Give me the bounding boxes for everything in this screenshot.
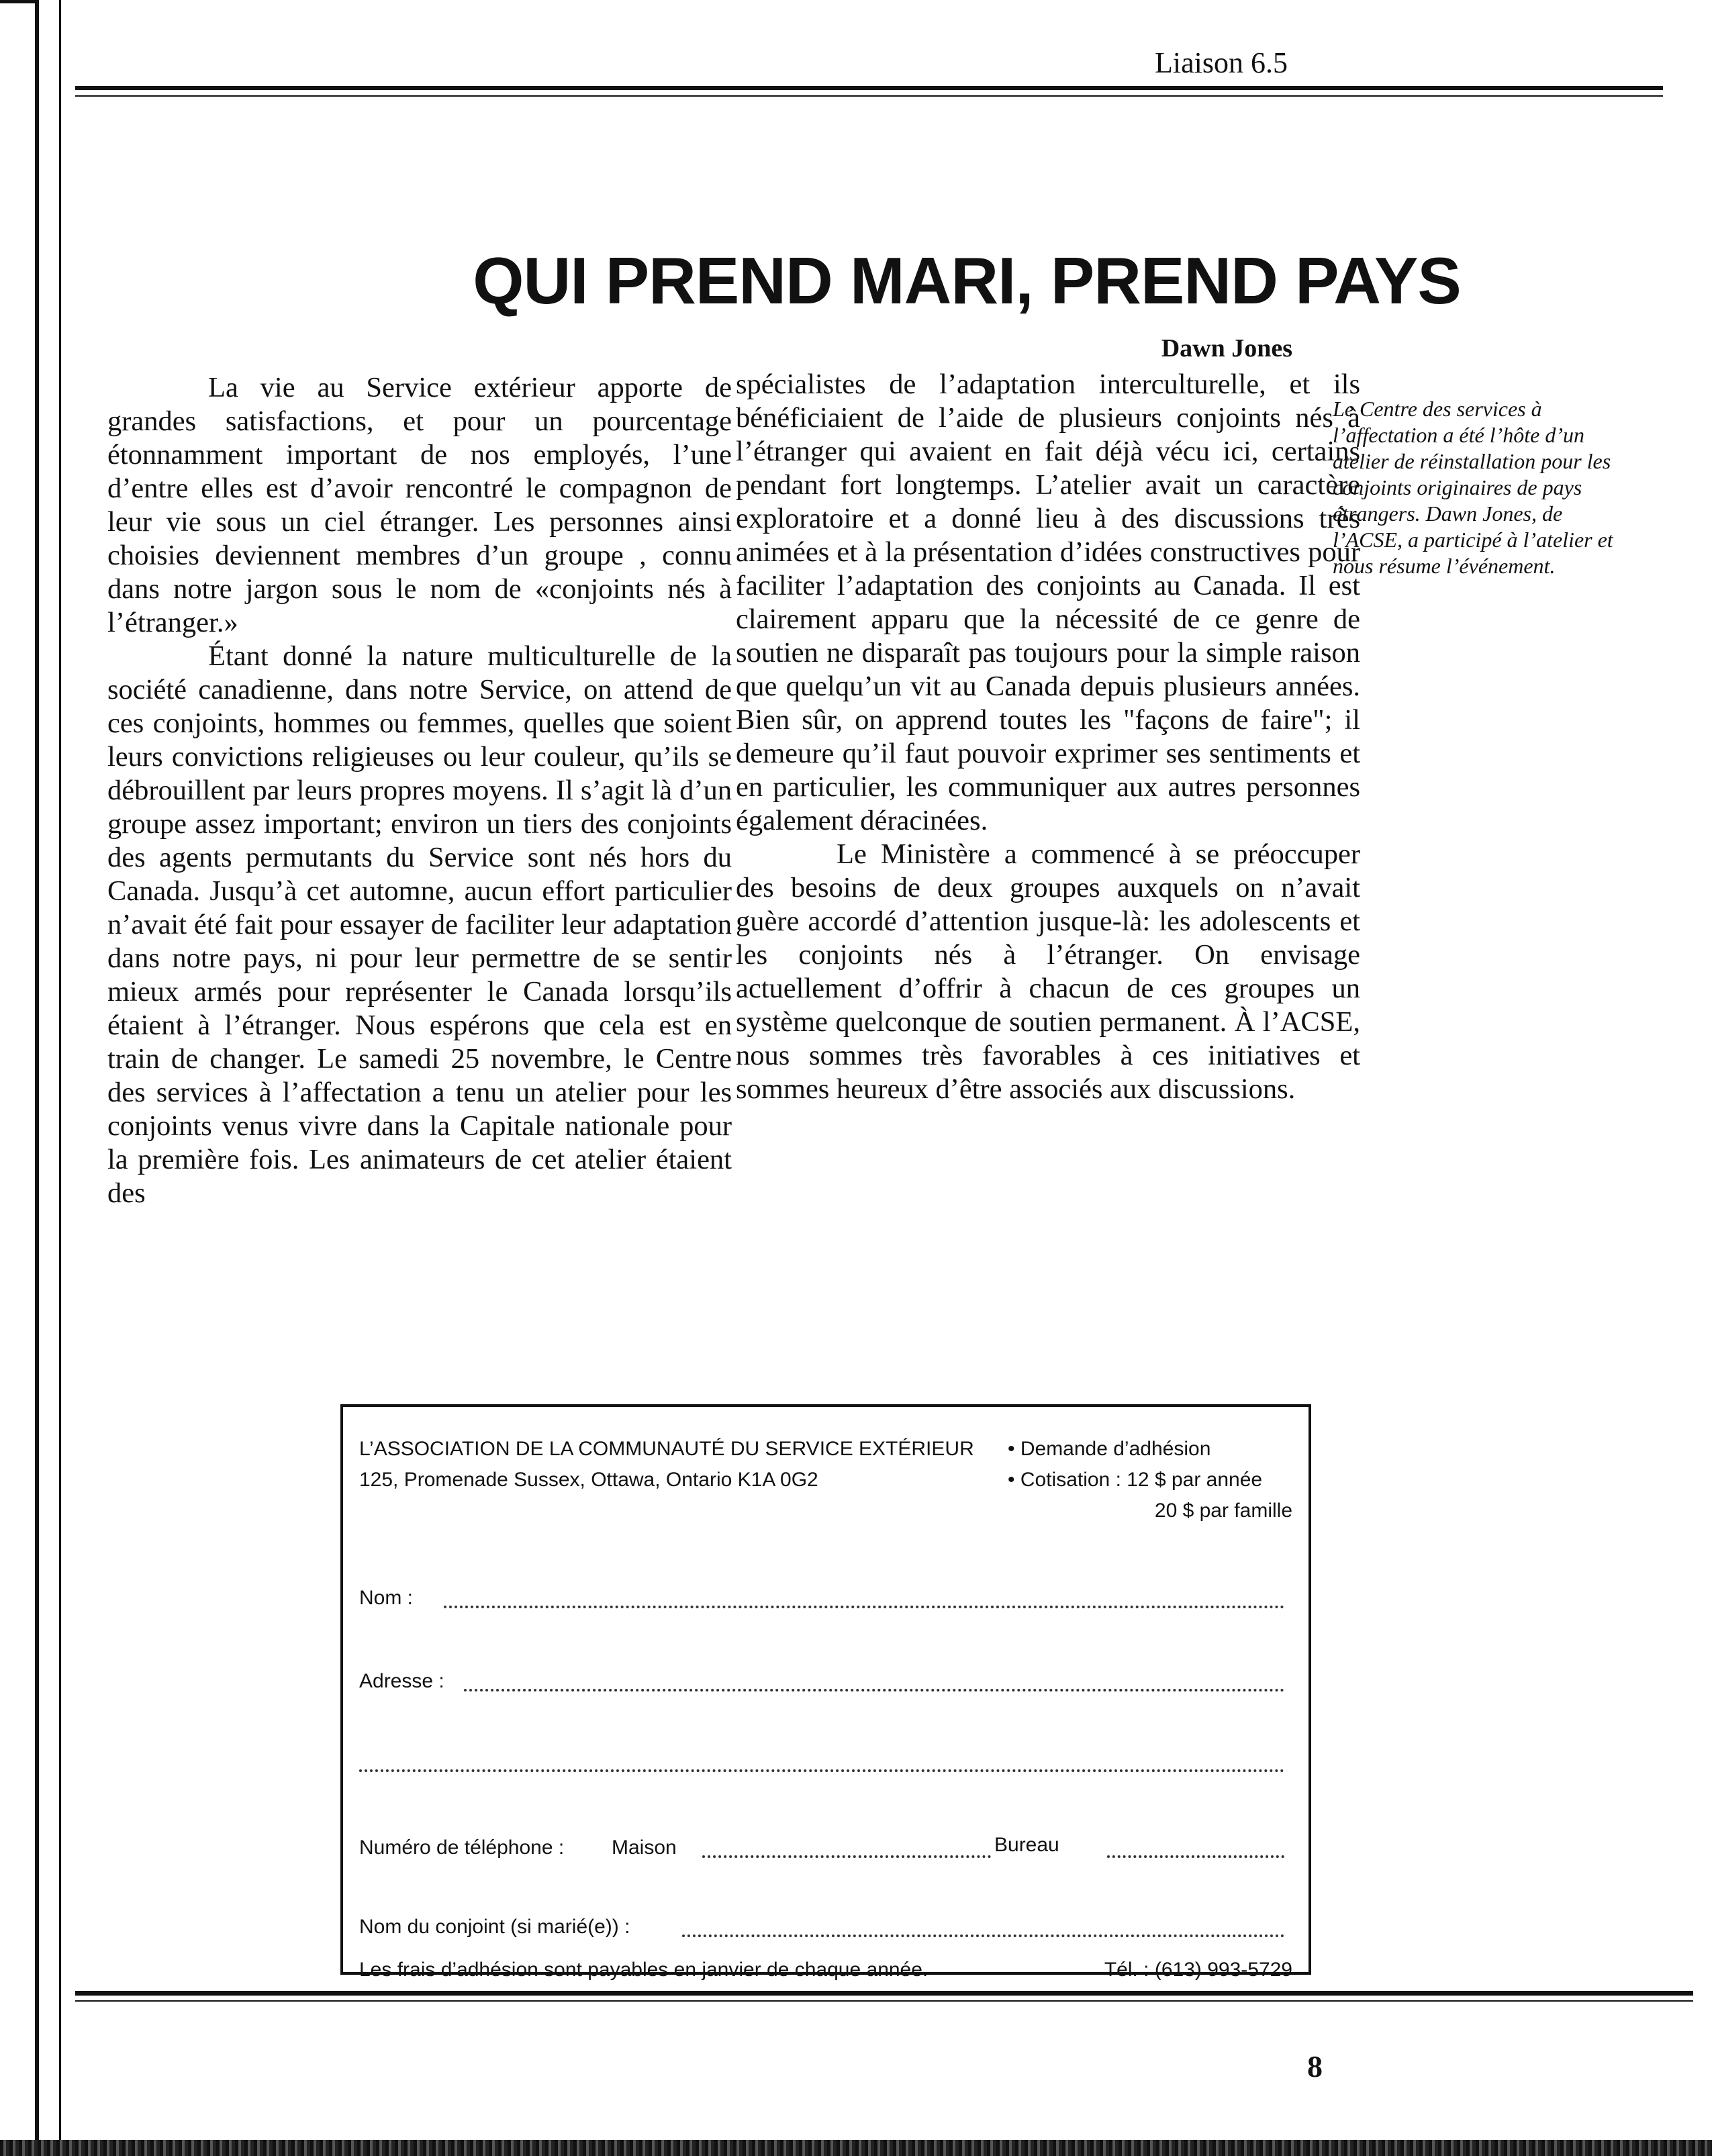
footer-rule-thin: [75, 2000, 1693, 2002]
spouse-name-field[interactable]: [682, 1934, 1284, 1937]
paragraph: spécialistes de l’adaptation interculturelle, et ils bénéficiaient de l’aide de plusieurs conjoints nés à l’étranger qui avaient en fait déjà vécu ici, certains pendant fort longtemps. L’atelier avait un caractère exploratoire et a donné lieu à des discussions très animées et à la présentation d’idées constructives pour faciliter l’adaptation des conjoints au Canada. Il est clairement apparu que la nécessité de ce genre de soutien ne disparaît pas toujours pour la simple raison que quelqu’un vit au Canada depuis plusieurs années. Bien sûr, on apprend toutes les "façons de faire"; il demeure qu’il faut pouvoir exprimer ses sentiments et en particulier, les communiquer aux autres personnes également déracinées.: [736, 369, 1360, 836]
form-fee-label: • Cotisation : 12 $ par année: [1008, 1469, 1263, 1491]
form-org-name: L’ASSOCIATION DE LA COMMUNAUTÉ DU SERVICE EXTÉRIEUR: [359, 1438, 974, 1460]
office-phone-label: Bureau: [994, 1834, 1059, 1856]
membership-form: [340, 1404, 1311, 1981]
page-number: 8: [1307, 2049, 1323, 2084]
binding-rule-outer: [35, 0, 39, 2156]
article-column-2: [736, 368, 1360, 1106]
binding-corner: [0, 0, 39, 3]
form-address: 125, Promenade Sussex, Ottawa, Ontario K1A 0G2: [359, 1469, 818, 1491]
address-field[interactable]: [464, 1689, 1284, 1692]
name-label: Nom :: [359, 1587, 414, 1609]
home-phone-field[interactable]: [702, 1855, 991, 1858]
form-request-label: • Demande d’adhésion: [1008, 1438, 1211, 1460]
header-rule-thick: [75, 86, 1663, 90]
form-footer-note: Les frais d’adhésion sont payables en janvier de chaque année.: [359, 1959, 929, 1981]
issue-label: Liaison 6.5: [1155, 46, 1288, 79]
form-phone-number: Tél. : (613) 993-5729: [1104, 1959, 1292, 1981]
paragraph: La vie au Service extérieur apporte de grandes satisfactions, et pour un pourcentage étonnamment important de nos employés, l’une d’entre elles est d’avoir rencontré le compagnon de leur vie sous un ciel étranger. Les personnes ainsi choisies deviennent membres d’un groupe , connu dans notre jargon sous le nom de «conjoints nés à l’étranger.»: [107, 372, 732, 638]
address-field-line-2[interactable]: [359, 1769, 1284, 1772]
scan-edge-border: [0, 2140, 1712, 2156]
paragraph: Le Ministère a commencé à se préoccuper des besoins de deux groupes auxquels on n’avait guère accordé d’attention jusque-là: les adolescents et les conjoints nés à l’étranger. On envisage actuellement d’offrir à chacun de ces groupes un système quelconque de soutien permanent. À l’ACSE, nous sommes très favorables à ces initiatives et sommes heureux d’être associés aux discussions.: [736, 838, 1360, 1105]
paragraph: Étant donné la nature multiculturelle de la société canadienne, dans notre Service, on attend de ces conjoints, hommes ou femmes, quelles que soient leurs convictions religieuses ou leur couleur, qu’ils se débrouillent par leurs propres moyens. Il s’agit là d’un groupe assez important; environ un tiers des conjoints des agents permutants du Service sont nés hors du Canada. Jusqu’à cet automne, aucun effort particulier n’avait été fait pour essayer de faciliter leur adaptation dans notre pays, ni pour leur permettre de se sentir mieux armés pour représenter le Canada lorsqu’ils étaient à l’étranger. Nous espérons que cela est en train de changer. Le samedi 25 novembre, le Centre des services à l’affectation a tenu un atelier pour les conjoints venus vivre dans la Capitale nationale pour la première fois. Les animateurs de cet atelier étaient des: [107, 640, 732, 1209]
form-fee-family: 20 $ par famille: [1154, 1500, 1292, 1522]
phone-label: Numéro de téléphone :: [359, 1836, 565, 1859]
footer-rule-thick: [75, 1991, 1693, 1996]
name-field[interactable]: [444, 1606, 1284, 1608]
article-column-1: [107, 371, 732, 1210]
header-rule-thin: [75, 95, 1663, 97]
binding-rule-inner: [59, 0, 61, 2156]
article-sidebar-summary: Le Centre des services à l’affectation a été l’hôte d’un atelier de réinstallation pour les conjoints originaires de pays étrangers. Dawn Jones, de l’ACSE, a participé à l’atelier et nous résume l’événement.: [1333, 397, 1613, 578]
spouse-label: Nom du conjoint (si marié(e)) :: [359, 1916, 630, 1938]
article-author: Dawn Jones: [1161, 334, 1292, 362]
article-title: QUI PREND MARI, PREND PAYS: [473, 244, 1461, 317]
address-label: Adresse :: [359, 1670, 444, 1692]
office-phone-field[interactable]: [1107, 1855, 1284, 1858]
home-phone-label: Maison: [612, 1836, 677, 1859]
